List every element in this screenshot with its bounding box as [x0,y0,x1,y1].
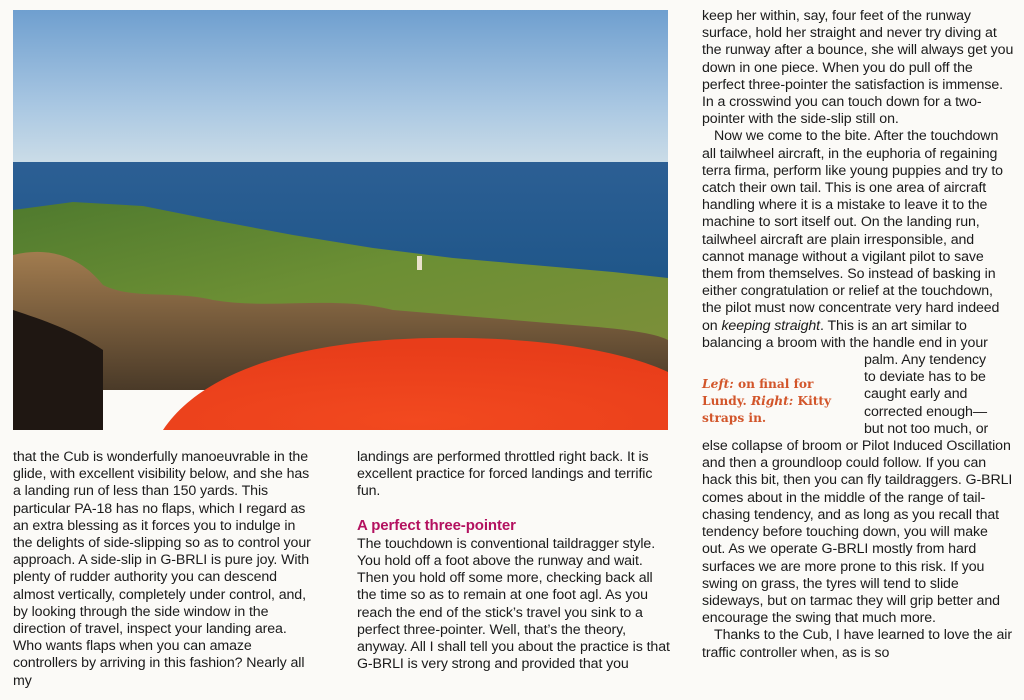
wrapped-line: but not too much, or [864,420,989,437]
sky [13,10,668,170]
wrapped-line: palm. Any tendency [864,352,987,369]
column-3 [702,8,1014,662]
paragraph: landings are performed throttled right back. It is excellent practice for forced landings and terrific fun. [357,449,653,500]
paragraph: Now we come to the bite. After the touchdown all tailwheel aircraft, in the euphoria of regaining terra firma, perform like young puppies and try to catch their own tail. This is one area of aircraft handling where it is a mistake to leave it to the machine to sort itself out. On the landing run, tailwheel aircraft are plain irresponsible, and cannot manage without a vigilant pilot to save them from themselves. So instead of basking in either congratulation or relief at the touchdown, the pilot must now concentrate very hard indeed on keeping straight. This is an art similar to balancing a broom with the handle end in your [702,128,1003,351]
wrapped-line: corrected enough— [864,403,987,420]
section-heading: A perfect three-pointer [357,516,516,534]
emphasis: keeping straight [721,317,821,334]
column-1 [13,449,313,690]
paragraph: that the Cub is wonderfully manoeuvrable in the glide, with excellent visibility below, and she has a landing run of less than 150 yards. This particular PA-18 has no flaps, which I regard as an extra blessing as it forces you to indulge in the delights of side-slipping so as to control your approach. A side-slip in G-BRLI is pure joy. With plenty of rudder authority you can descend almost vertically, completely under control, and, by looking through the side window in the direction of travel, inspect your landing area. Who wants flaps when you can amaze controllers by arriving in this fashion? Nearly all my [13,449,311,689]
paragraph: keep her within, say, four feet of the runway surface, hold her straight and never try diving at the runway after a bounce, she will always get you down in one piece. When you do pull off the perfect three-pointer the satisfaction is immense. In a crosswind you can touch down for a two-pointer with the side-slip still on. [702,8,1014,128]
paragraph: Thanks to the Cub, I have learned to love the air traffic controller when, as is so [702,627,1012,661]
photo-caption: Left: on final for Lundy. Right: Kitty straps in. [702,377,832,425]
lighthouse [417,256,422,270]
aerial-photo [13,10,668,430]
column-2 [357,449,673,673]
wrapped-line: caught early and [864,386,968,403]
paragraph: else collapse of broom or Pilot Induced Oscillation and then a groundloop could follow. If you can hack this bit, then you can fly taildraggers. G-BRLI comes about in the middle of the range of tail-chasing tendency, and as long as you recall that tendency before touching down, you will make out. As we operate G-BRLI mostly from hard surfaces we are more prone to this risk. If you swing on grass, the tyres will tend to slide sideways, but on tarmac they will grip better and encourage the swing that much more. [702,438,1013,627]
paragraph: The touchdown is conventional taildragger style. You hold off a foot above the runway and wait. Then you hold off some more, checking back all the time so as to remain at one foot agl. As you reach the end of the stick’s travel you sink to a perfect three-pointer. Well, that’s the theory, anyway. All I shall tell you about the practice is that G-BRLI is very strong and provided that you [357,535,670,673]
wrapped-line: to deviate has to be [864,369,986,386]
